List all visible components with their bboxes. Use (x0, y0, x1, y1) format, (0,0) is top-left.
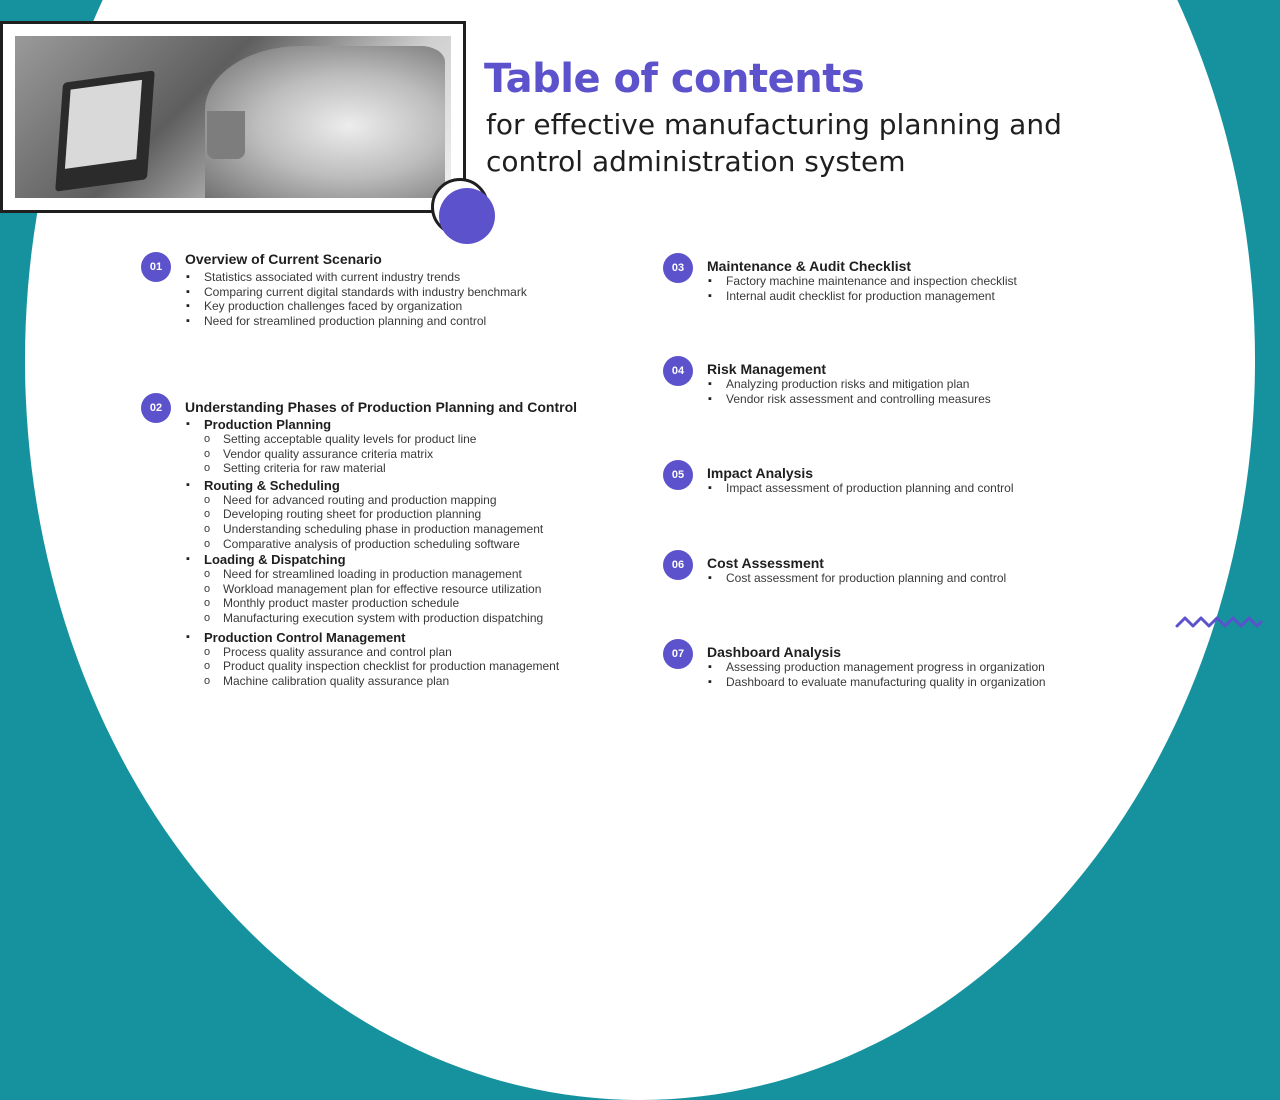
list-item: o Manufacturing execution system with production dispatching (185, 611, 559, 626)
section-items (707, 274, 1017, 303)
list-item: o Machine calibration quality assurance plan (185, 674, 559, 689)
list-item: ▪ Comparing current digital standards with industry benchmark (185, 285, 527, 300)
list-item: o Setting criteria for raw material (185, 461, 559, 476)
group-items (185, 567, 559, 625)
list-item: o Setting acceptable quality levels for product line (185, 432, 559, 447)
group-title: ▪ Production Planning (185, 417, 559, 432)
section-number-badge: 05 (663, 460, 693, 490)
section-items (707, 660, 1046, 689)
group-title: ▪ Production Control Management (185, 630, 559, 645)
decorative-dot (439, 188, 495, 244)
list-item: ▪ Statistics associated with current industry trends (185, 270, 527, 285)
list-item: ▪ Assessing production management progress in organization (707, 660, 1046, 675)
section-title: Cost Assessment (707, 555, 824, 571)
section-number-badge: 06 (663, 550, 693, 580)
list-item: ▪ Factory machine maintenance and inspection checklist (707, 274, 1017, 289)
list-item: o Workload management plan for effective resource utilization (185, 582, 559, 597)
group-items (185, 493, 559, 551)
section-title: Overview of Current Scenario (185, 251, 382, 267)
section-items (707, 571, 1006, 586)
section-items (707, 377, 991, 406)
list-item: o Understanding scheduling phase in production management (185, 522, 559, 537)
section-title: Understanding Phases of Production Planning and Control (185, 399, 578, 415)
section-number-badge: 07 (663, 639, 693, 669)
section-title: Dashboard Analysis (707, 644, 842, 660)
list-item: ▪ Analyzing production risks and mitigation plan (707, 377, 991, 392)
header-photo-frame (0, 21, 466, 213)
group-title: ▪ Loading & Dispatching (185, 552, 559, 567)
list-item: ▪ Key production challenges faced by organization (185, 299, 527, 314)
list-item: ▪ Cost assessment for production planning and control (707, 571, 1006, 586)
page-subtitle: for effective manufacturing planning and control administration system (486, 108, 1062, 178)
group-items (185, 432, 559, 476)
list-item: ▪ Internal audit checklist for production management (707, 289, 1017, 304)
list-item: ▪ Need for streamlined production planning and control (185, 314, 527, 329)
section-items (185, 270, 527, 328)
group-title: ▪ Routing & Scheduling (185, 478, 559, 493)
section-number-badge: 04 (663, 356, 693, 386)
list-item: o Monthly product master production schedule (185, 596, 559, 611)
list-item: o Comparative analysis of production scheduling software (185, 537, 559, 552)
wave-icon (1175, 612, 1263, 632)
section-number-badge: 01 (141, 252, 171, 282)
list-item: ▪ Dashboard to evaluate manufacturing quality in organization (707, 675, 1046, 690)
section-number-badge: 03 (663, 253, 693, 283)
photo-laptop-people (15, 36, 451, 198)
section-title: Maintenance & Audit Checklist (707, 258, 912, 274)
section-groups (185, 417, 559, 688)
list-item: o Need for advanced routing and production mapping (185, 493, 559, 508)
cup-icon (207, 111, 245, 159)
list-item: o Vendor quality assurance criteria matrix (185, 447, 559, 462)
list-item: o Developing routing sheet for production planning (185, 507, 559, 522)
section-number-badge: 02 (141, 393, 171, 423)
laptop-icon (55, 70, 155, 191)
list-item: o Need for streamlined loading in production management (185, 567, 559, 582)
section-title: Risk Management (707, 361, 827, 377)
list-item: o Process quality assurance and control plan (185, 645, 559, 660)
list-item: ▪ Impact assessment of production planning and control (707, 481, 1014, 496)
section-items (707, 481, 1014, 496)
list-item: o Product quality inspection checklist for production management (185, 659, 559, 674)
page-title: Table of contents (484, 56, 865, 102)
section-title: Impact Analysis (707, 465, 814, 481)
list-item: ▪ Vendor risk assessment and controlling measures (707, 392, 991, 407)
group-items (185, 645, 559, 689)
